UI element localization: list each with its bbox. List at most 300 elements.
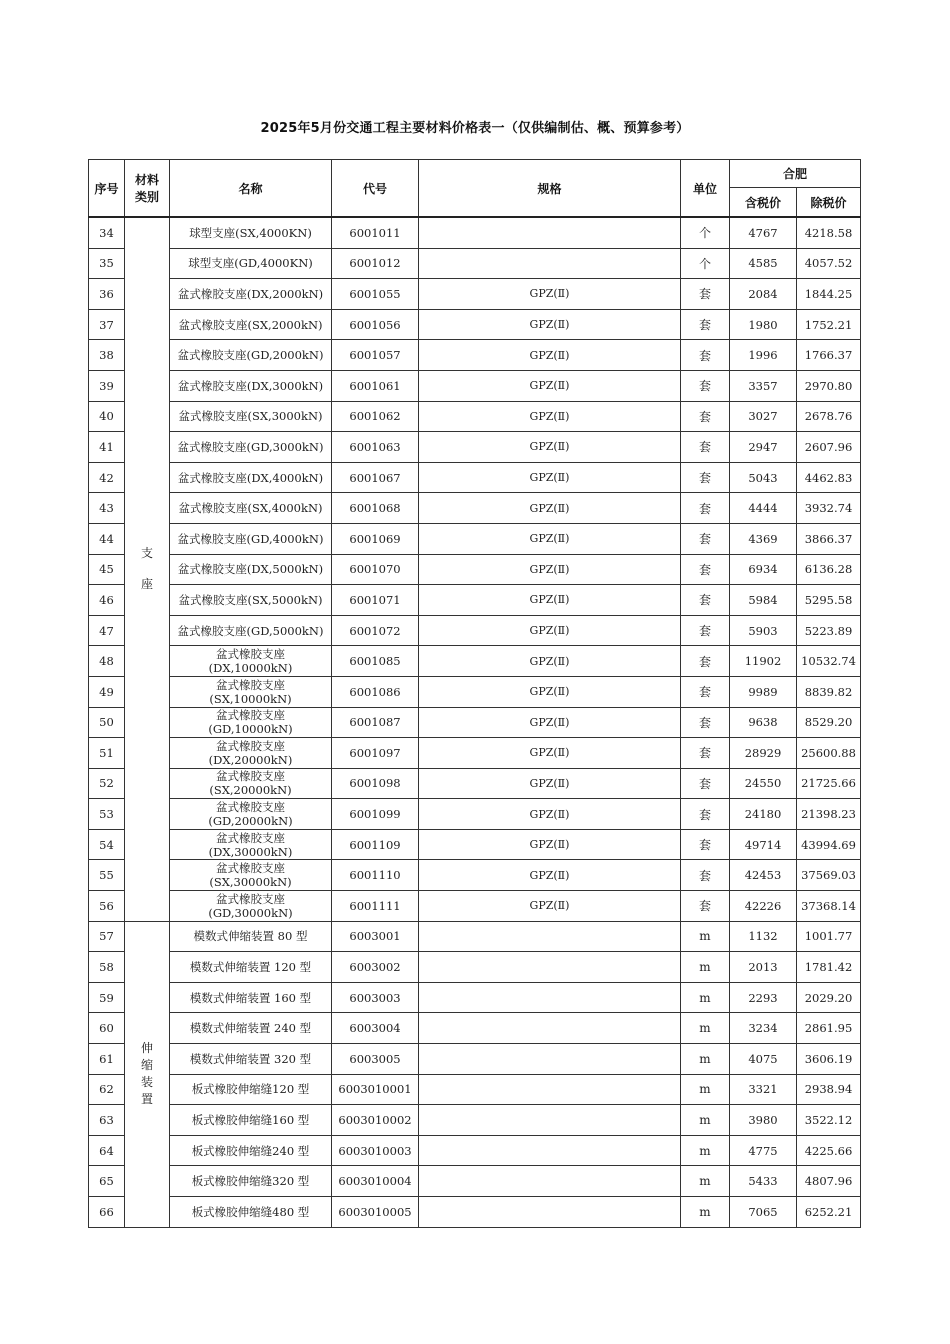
cell-price-tax: 2013	[730, 952, 797, 983]
name-line: 盆式橡胶支座	[216, 708, 285, 723]
cell-price-notax: 4057.52	[797, 248, 861, 279]
cell-unit: 套	[681, 646, 730, 677]
cell-price-tax: 49714	[730, 829, 797, 860]
cell-seq: 48	[89, 646, 125, 677]
category-char: 伸	[140, 1041, 153, 1056]
cell-name	[170, 676, 332, 707]
table-row	[89, 370, 861, 401]
cell-unit: 套	[681, 676, 730, 707]
cell-spec	[419, 952, 681, 983]
cell-unit: m	[681, 952, 730, 983]
cell-unit: 个	[681, 217, 730, 248]
cell-price-tax: 5903	[730, 615, 797, 646]
header-spec: 规格	[419, 160, 681, 218]
cell-code: 6003010003	[332, 1135, 419, 1166]
cell-name	[170, 646, 332, 677]
cell-price-notax: 2607.96	[797, 432, 861, 463]
cell-price-tax: 42453	[730, 860, 797, 891]
cell-price-notax: 3932.74	[797, 493, 861, 524]
name-line: (GD,30000kN)	[208, 905, 293, 920]
name-line: (SX,10000kN)	[209, 691, 292, 706]
cell-seq: 35	[89, 248, 125, 279]
cell-price-notax: 1766.37	[797, 340, 861, 371]
cell-seq: 43	[89, 493, 125, 524]
cell-seq: 36	[89, 279, 125, 310]
table-row	[89, 707, 861, 738]
table-row	[89, 248, 861, 279]
cell-price-notax: 1844.25	[797, 279, 861, 310]
cell-seq: 63	[89, 1105, 125, 1136]
name-line: (GD,10000kN)	[208, 722, 293, 737]
table-row	[89, 1105, 861, 1136]
cell-code: 6001085	[332, 646, 419, 677]
cell-seq: 66	[89, 1197, 125, 1228]
cell-unit: 套	[681, 279, 730, 310]
cell-category	[125, 217, 170, 921]
cell-seq: 57	[89, 921, 125, 952]
cell-code: 6001110	[332, 860, 419, 891]
category-char: 置	[140, 1092, 153, 1107]
cell-price-notax: 1752.21	[797, 309, 861, 340]
cell-seq: 46	[89, 585, 125, 616]
cell-price-tax: 2084	[730, 279, 797, 310]
cell-spec: GPZ(Ⅱ)	[419, 646, 681, 677]
cell-unit: 套	[681, 340, 730, 371]
cell-code: 6001069	[332, 523, 419, 554]
cell-spec: GPZ(Ⅱ)	[419, 309, 681, 340]
cell-spec: GPZ(Ⅱ)	[419, 523, 681, 554]
cell-price-tax: 28929	[730, 738, 797, 769]
table-row	[89, 891, 861, 922]
cell-code: 6003010002	[332, 1105, 419, 1136]
cell-spec: GPZ(Ⅱ)	[419, 891, 681, 922]
cell-price-tax: 4444	[730, 493, 797, 524]
cell-spec: GPZ(Ⅱ)	[419, 432, 681, 463]
header-code: 代号	[332, 160, 419, 218]
cell-code: 6003005	[332, 1044, 419, 1075]
table-row	[89, 799, 861, 830]
cell-price-tax: 6934	[730, 554, 797, 585]
cell-spec: GPZ(Ⅱ)	[419, 768, 681, 799]
cell-seq: 59	[89, 982, 125, 1013]
table-row	[89, 921, 861, 952]
cell-spec	[419, 921, 681, 952]
cell-price-tax: 2947	[730, 432, 797, 463]
cell-name: 模数式伸缩装置 160 型	[170, 982, 332, 1013]
table-row	[89, 217, 861, 248]
cell-name: 盆式橡胶支座(SX,2000kN)	[170, 309, 332, 340]
name-line: (DX,30000kN)	[208, 844, 293, 859]
cell-seq: 51	[89, 738, 125, 769]
cell-price-notax: 2678.76	[797, 401, 861, 432]
cell-price-notax: 4218.58	[797, 217, 861, 248]
cell-price-notax: 43994.69	[797, 829, 861, 860]
cell-spec	[419, 1013, 681, 1044]
cell-unit: m	[681, 982, 730, 1013]
cell-code: 6001068	[332, 493, 419, 524]
cell-price-notax: 21398.23	[797, 799, 861, 830]
cell-name: 板式橡胶伸缩缝480 型	[170, 1197, 332, 1228]
name-line: 盆式橡胶支座	[216, 647, 285, 662]
cell-spec	[419, 1105, 681, 1136]
cell-seq: 41	[89, 432, 125, 463]
table-row	[89, 982, 861, 1013]
cell-name: 盆式橡胶支座(SX,3000kN)	[170, 401, 332, 432]
category-char: 装	[140, 1075, 153, 1090]
cell-price-tax: 11902	[730, 646, 797, 677]
cell-unit: m	[681, 921, 730, 952]
cell-price-tax: 7065	[730, 1197, 797, 1228]
cell-seq: 40	[89, 401, 125, 432]
cell-seq: 49	[89, 676, 125, 707]
cell-price-notax: 4462.83	[797, 462, 861, 493]
category-char: 缩	[140, 1058, 153, 1073]
cell-price-tax: 3234	[730, 1013, 797, 1044]
cell-name: 模数式伸缩装置 80 型	[170, 921, 332, 952]
cell-name: 盆式橡胶支座(DX,2000kN)	[170, 279, 332, 310]
table-row	[89, 1074, 861, 1105]
cell-price-tax: 5433	[730, 1166, 797, 1197]
cell-name: 模数式伸缩装置 120 型	[170, 952, 332, 983]
cell-price-notax: 2938.94	[797, 1074, 861, 1105]
cell-code: 6001111	[332, 891, 419, 922]
cell-name	[170, 891, 332, 922]
table-row	[89, 279, 861, 310]
cell-spec	[419, 248, 681, 279]
name-line: (DX,20000kN)	[208, 752, 293, 767]
cell-unit: m	[681, 1074, 730, 1105]
cell-code: 6003010005	[332, 1197, 419, 1228]
cell-unit: 套	[681, 493, 730, 524]
cell-code: 6001063	[332, 432, 419, 463]
cell-price-notax: 1781.42	[797, 952, 861, 983]
cell-price-notax: 10532.74	[797, 646, 861, 677]
name-line: 盆式橡胶支座	[216, 738, 285, 753]
cell-code: 6001057	[332, 340, 419, 371]
cell-unit: 套	[681, 585, 730, 616]
cell-spec	[419, 1044, 681, 1075]
cell-spec: GPZ(Ⅱ)	[419, 799, 681, 830]
cell-price-notax: 4225.66	[797, 1135, 861, 1166]
cell-name: 板式橡胶伸缩缝120 型	[170, 1074, 332, 1105]
cell-seq: 38	[89, 340, 125, 371]
cell-code: 6001012	[332, 248, 419, 279]
cell-code: 6001056	[332, 309, 419, 340]
header-seq: 序号	[89, 160, 125, 218]
name-line: 盆式橡胶支座	[216, 830, 285, 845]
cell-name	[170, 738, 332, 769]
cell-code: 6001062	[332, 401, 419, 432]
cell-name	[170, 768, 332, 799]
cell-price-tax: 1132	[730, 921, 797, 952]
cell-spec: GPZ(Ⅱ)	[419, 554, 681, 585]
cell-name: 球型支座(SX,4000KN)	[170, 217, 332, 248]
cell-code: 6003010004	[332, 1166, 419, 1197]
cell-spec: GPZ(Ⅱ)	[419, 829, 681, 860]
cell-seq: 53	[89, 799, 125, 830]
cell-price-tax: 3980	[730, 1105, 797, 1136]
cell-spec	[419, 217, 681, 248]
cell-name	[170, 860, 332, 891]
cell-name: 盆式橡胶支座(GD,2000kN)	[170, 340, 332, 371]
cell-price-notax: 6136.28	[797, 554, 861, 585]
cell-spec: GPZ(Ⅱ)	[419, 585, 681, 616]
table-row	[89, 1044, 861, 1075]
cell-price-notax: 4807.96	[797, 1166, 861, 1197]
name-line: 盆式橡胶支座	[216, 891, 285, 906]
cell-price-notax: 37368.14	[797, 891, 861, 922]
cell-code: 6001071	[332, 585, 419, 616]
cell-spec: GPZ(Ⅱ)	[419, 676, 681, 707]
cell-price-tax: 42226	[730, 891, 797, 922]
cell-seq: 37	[89, 309, 125, 340]
cell-seq: 65	[89, 1166, 125, 1197]
cell-unit: 套	[681, 615, 730, 646]
cell-seq: 52	[89, 768, 125, 799]
table-row	[89, 768, 861, 799]
cell-price-tax: 5984	[730, 585, 797, 616]
cell-price-tax: 24180	[730, 799, 797, 830]
header-unit: 单位	[681, 160, 730, 218]
cell-code: 6003004	[332, 1013, 419, 1044]
table-row	[89, 585, 861, 616]
cell-name: 盆式橡胶支座(DX,3000kN)	[170, 370, 332, 401]
cell-unit: 套	[681, 860, 730, 891]
cell-name: 板式橡胶伸缩缝320 型	[170, 1166, 332, 1197]
table-row	[89, 615, 861, 646]
cell-seq: 64	[89, 1135, 125, 1166]
name-line: (GD,20000kN)	[208, 814, 293, 829]
cell-price-tax: 3357	[730, 370, 797, 401]
table-row	[89, 1166, 861, 1197]
cell-price-tax: 9989	[730, 676, 797, 707]
cell-unit: m	[681, 1197, 730, 1228]
cell-name: 盆式橡胶支座(GD,3000kN)	[170, 432, 332, 463]
table-row	[89, 738, 861, 769]
table-row	[89, 1135, 861, 1166]
cell-code: 6003010001	[332, 1074, 419, 1105]
cell-price-notax: 3866.37	[797, 523, 861, 554]
cell-unit: 套	[681, 462, 730, 493]
cell-name: 盆式橡胶支座(DX,5000kN)	[170, 554, 332, 585]
table-row	[89, 646, 861, 677]
cell-code: 6003002	[332, 952, 419, 983]
table-row	[89, 493, 861, 524]
cell-code: 6001067	[332, 462, 419, 493]
cell-name: 盆式橡胶支座(SX,5000kN)	[170, 585, 332, 616]
cell-spec	[419, 1074, 681, 1105]
cell-code: 6001098	[332, 768, 419, 799]
cell-unit: 套	[681, 738, 730, 769]
table-row	[89, 1197, 861, 1228]
cell-spec: GPZ(Ⅱ)	[419, 340, 681, 371]
cell-spec: GPZ(Ⅱ)	[419, 707, 681, 738]
cell-seq: 56	[89, 891, 125, 922]
cell-spec: GPZ(Ⅱ)	[419, 493, 681, 524]
category-char: 座	[140, 577, 153, 592]
material-price-table	[88, 159, 861, 1228]
table-row	[89, 401, 861, 432]
cell-unit: 套	[681, 370, 730, 401]
cell-name	[170, 799, 332, 830]
cell-price-notax: 5295.58	[797, 585, 861, 616]
cell-code: 6001109	[332, 829, 419, 860]
cell-spec: GPZ(Ⅱ)	[419, 615, 681, 646]
table-row	[89, 340, 861, 371]
cell-unit: m	[681, 1166, 730, 1197]
table-row	[89, 432, 861, 463]
cell-price-notax: 25600.88	[797, 738, 861, 769]
cell-price-tax: 4075	[730, 1044, 797, 1075]
cell-spec: GPZ(Ⅱ)	[419, 860, 681, 891]
cell-name: 盆式橡胶支座(GD,5000kN)	[170, 615, 332, 646]
name-line: (SX,20000kN)	[209, 783, 292, 798]
name-line: (SX,30000kN)	[209, 875, 292, 890]
cell-price-tax: 3027	[730, 401, 797, 432]
cell-code: 6001070	[332, 554, 419, 585]
cell-name: 模数式伸缩装置 320 型	[170, 1044, 332, 1075]
cell-code: 6001086	[332, 676, 419, 707]
cell-code: 6001055	[332, 279, 419, 310]
cell-price-notax: 3606.19	[797, 1044, 861, 1075]
cell-price-notax: 5223.89	[797, 615, 861, 646]
cell-unit: m	[681, 1044, 730, 1075]
cell-unit: 套	[681, 401, 730, 432]
cell-price-notax: 6252.21	[797, 1197, 861, 1228]
cell-seq: 60	[89, 1013, 125, 1044]
cell-seq: 58	[89, 952, 125, 983]
cell-seq: 44	[89, 523, 125, 554]
table-row	[89, 462, 861, 493]
cell-unit: m	[681, 1013, 730, 1044]
cell-price-tax: 3321	[730, 1074, 797, 1105]
cell-name: 板式橡胶伸缩缝160 型	[170, 1105, 332, 1136]
cell-unit: 套	[681, 829, 730, 860]
cell-unit: 套	[681, 799, 730, 830]
cell-name: 板式橡胶伸缩缝240 型	[170, 1135, 332, 1166]
cell-price-tax: 2293	[730, 982, 797, 1013]
cell-unit: 套	[681, 309, 730, 340]
cell-name	[170, 829, 332, 860]
cell-code: 6001099	[332, 799, 419, 830]
table-row	[89, 829, 861, 860]
table-row	[89, 1013, 861, 1044]
table-body	[89, 217, 861, 1227]
header-price-notax: 除税价	[797, 188, 861, 218]
cell-seq: 55	[89, 860, 125, 891]
cell-category	[125, 921, 170, 1227]
cell-seq: 54	[89, 829, 125, 860]
cell-unit: 套	[681, 554, 730, 585]
page-title: 2025年5月份交通工程主要材料价格表一（仅供编制估、概、预算参考）	[260, 121, 690, 136]
cell-seq: 42	[89, 462, 125, 493]
header-price-tax: 含税价	[730, 188, 797, 218]
cell-code: 6003001	[332, 921, 419, 952]
cell-price-notax: 8839.82	[797, 676, 861, 707]
cell-unit: m	[681, 1135, 730, 1166]
cell-unit: 套	[681, 768, 730, 799]
table-row	[89, 523, 861, 554]
cell-price-tax: 1980	[730, 309, 797, 340]
cell-code: 6003003	[332, 982, 419, 1013]
cell-price-tax: 4585	[730, 248, 797, 279]
cell-price-notax: 2970.80	[797, 370, 861, 401]
cell-name	[170, 707, 332, 738]
cell-price-notax: 21725.66	[797, 768, 861, 799]
cell-unit: 套	[681, 891, 730, 922]
cell-spec: GPZ(Ⅱ)	[419, 462, 681, 493]
cell-price-tax: 5043	[730, 462, 797, 493]
table-row	[89, 676, 861, 707]
cell-name: 盆式橡胶支座(SX,4000kN)	[170, 493, 332, 524]
cell-code: 6001072	[332, 615, 419, 646]
cell-price-notax: 37569.03	[797, 860, 861, 891]
cell-seq: 39	[89, 370, 125, 401]
cell-code: 6001087	[332, 707, 419, 738]
cell-price-notax: 2861.95	[797, 1013, 861, 1044]
cell-name: 盆式橡胶支座(DX,4000kN)	[170, 462, 332, 493]
header-category	[125, 160, 170, 218]
cell-price-tax: 1996	[730, 340, 797, 371]
header-category-line: 材料	[134, 173, 159, 187]
cell-seq: 61	[89, 1044, 125, 1075]
cell-seq: 47	[89, 615, 125, 646]
cell-price-tax: 9638	[730, 707, 797, 738]
header-category-line: 类别	[134, 190, 159, 204]
cell-code: 6001097	[332, 738, 419, 769]
cell-spec: GPZ(Ⅱ)	[419, 738, 681, 769]
cell-name: 盆式橡胶支座(GD,4000kN)	[170, 523, 332, 554]
cell-price-notax: 8529.20	[797, 707, 861, 738]
cell-spec: GPZ(Ⅱ)	[419, 279, 681, 310]
cell-price-tax: 4775	[730, 1135, 797, 1166]
cell-unit: 套	[681, 432, 730, 463]
name-line: (DX,10000kN)	[208, 661, 293, 676]
cell-price-notax: 2029.20	[797, 982, 861, 1013]
header-name: 名称	[170, 160, 332, 218]
cell-spec: GPZ(Ⅱ)	[419, 401, 681, 432]
table-row	[89, 554, 861, 585]
cell-name: 模数式伸缩装置 240 型	[170, 1013, 332, 1044]
cell-seq: 34	[89, 217, 125, 248]
cell-price-notax: 3522.12	[797, 1105, 861, 1136]
category-char: 支	[140, 546, 153, 561]
cell-unit: 个	[681, 248, 730, 279]
table-row	[89, 309, 861, 340]
table-row	[89, 860, 861, 891]
header-city: 合肥	[730, 160, 861, 188]
cell-price-tax: 24550	[730, 768, 797, 799]
name-line: 盆式橡胶支座	[216, 861, 285, 876]
cell-price-notax: 1001.77	[797, 921, 861, 952]
table-header	[89, 160, 861, 218]
cell-unit: 套	[681, 707, 730, 738]
cell-seq: 50	[89, 707, 125, 738]
cell-spec: GPZ(Ⅱ)	[419, 370, 681, 401]
name-line: 盆式橡胶支座	[216, 769, 285, 784]
cell-price-tax: 4767	[730, 217, 797, 248]
table-row	[89, 952, 861, 983]
cell-spec	[419, 1197, 681, 1228]
name-line: 盆式橡胶支座	[216, 677, 285, 692]
cell-code: 6001061	[332, 370, 419, 401]
cell-spec	[419, 982, 681, 1013]
name-line: 盆式橡胶支座	[216, 800, 285, 815]
cell-unit: 套	[681, 523, 730, 554]
cell-spec	[419, 1166, 681, 1197]
cell-seq: 45	[89, 554, 125, 585]
cell-seq: 62	[89, 1074, 125, 1105]
